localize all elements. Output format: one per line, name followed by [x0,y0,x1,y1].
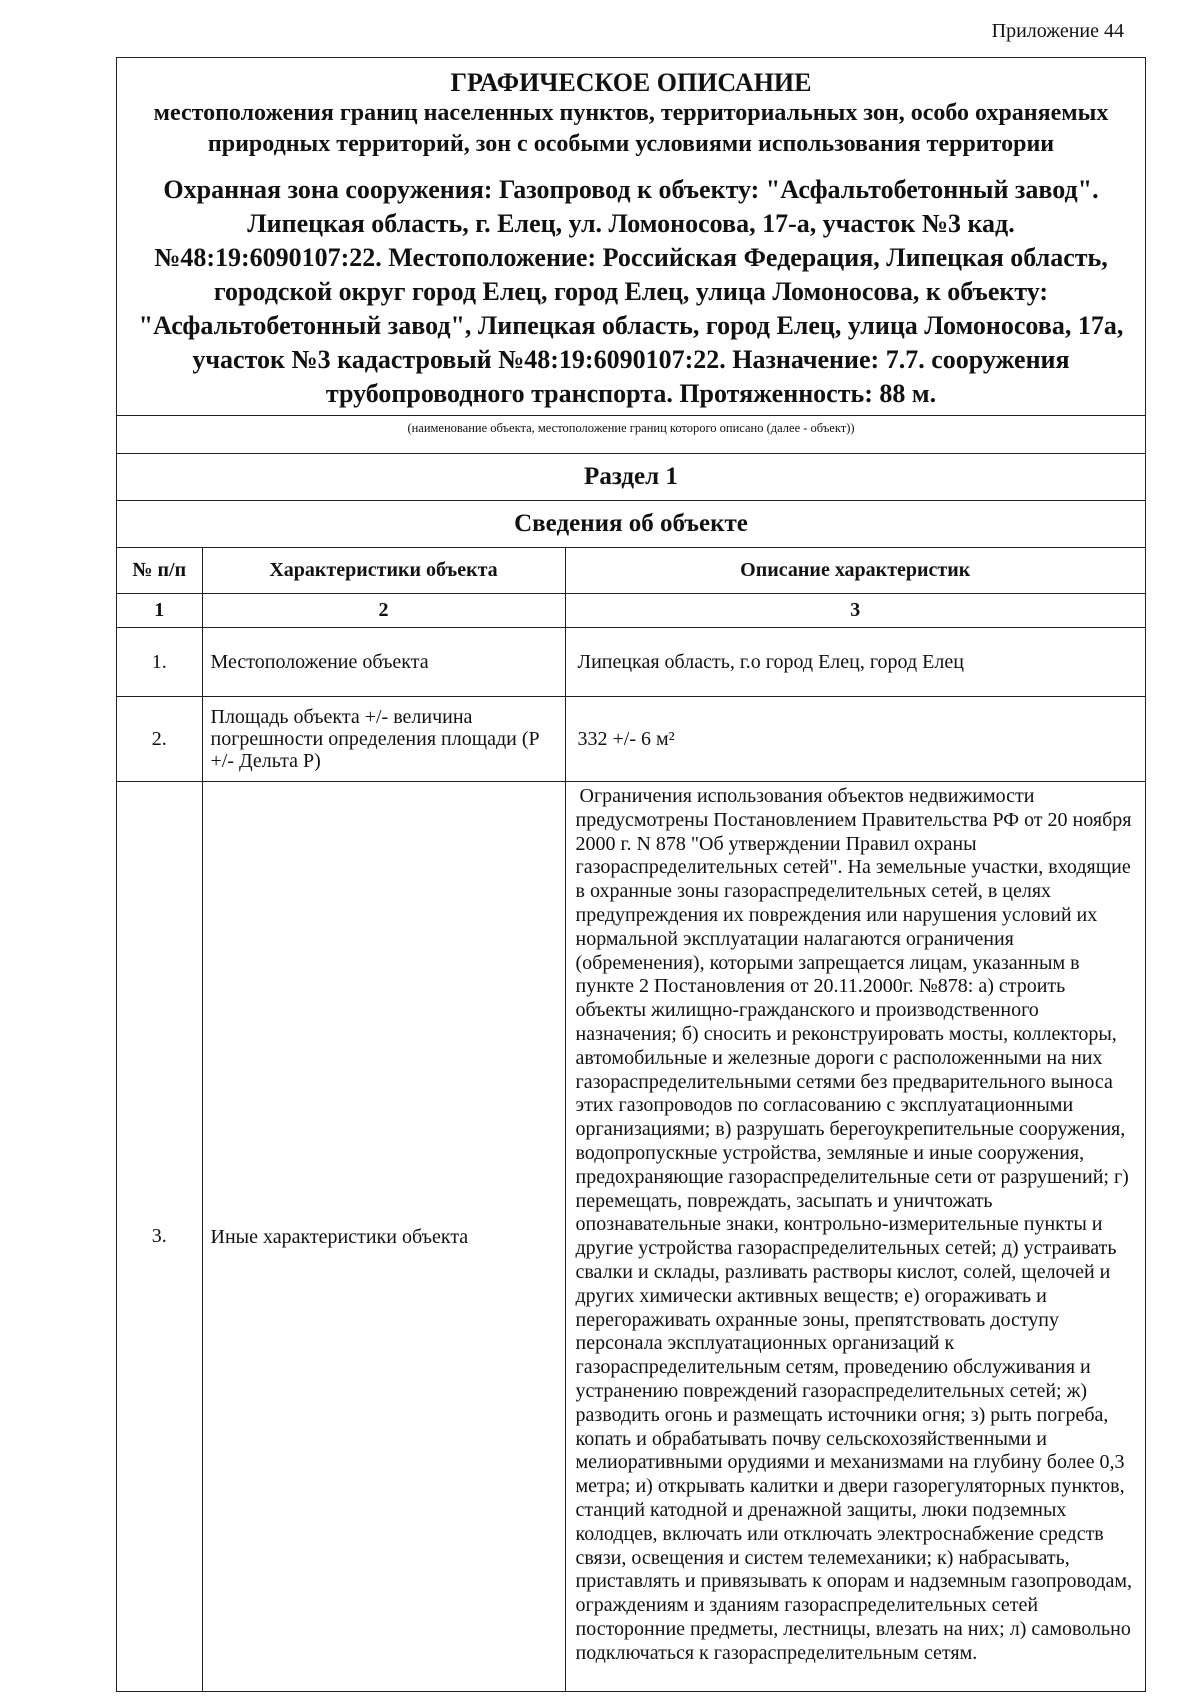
caption-row [117,415,1145,453]
section-subtitle: Сведения об объекте [117,500,1145,547]
header-description: Описание характеристик [565,548,1145,594]
object-info-table [117,547,1145,1691]
table-header-row [117,548,1145,594]
column-number: 2 [202,594,565,628]
row-description: Липецкая область, г.о город Елец, город Елец [565,628,1145,697]
table-row [117,628,1145,697]
table-row [117,782,1145,1692]
object-name: Охранная зона сооружения: Газопровод к объекту: "Асфальтобетонный завод". Липецкая область, г. Елец, ул. Ломоносова, 17-а, участок №3 кад. №48:19:6090107:22. Местоположение: Российская Федерация, Липецкая область, городской округ город Елец, город Елец, улица Ломоносова, к объекту: "Асфальтобетонный завод", Липецкая область, город Елец, улица Ломоносова, 17а, участок №3 кадастровый №48:19:6090107:22. Назначение: 7.7. сооружения трубопроводного транспорта. Протяженность: 88 м. [138,175,1124,408]
column-number-row [117,594,1145,628]
document-header [117,58,1145,411]
row-number: 1. [117,628,202,697]
row-characteristic: Площадь объекта +/- величина погрешности определения площади (P +/- Дельта P) [202,697,565,782]
appendix-label: Приложение 44 [991,20,1124,42]
column-number: 3 [565,594,1145,628]
document-title: ГРАФИЧЕСКОЕ ОПИСАНИЕ [450,68,812,97]
column-number: 1 [117,594,202,628]
row-characteristic: Местоположение объекта [202,628,565,697]
header-number: № п/п [117,548,202,594]
header-characteristic: Характеристики объекта [202,548,565,594]
row-description: 332 +/- 6 м² [565,697,1145,782]
object-caption: (наименование объекта, местоположение границ которого описано (далее - объект)) [407,421,855,435]
section-title: Раздел 1 [117,453,1145,500]
row-characteristic: Иные характеристики объекта [202,782,565,1692]
table-row [117,697,1145,782]
row-description: Ограничения использования объектов недвижимости предусмотрены Постановлением Правительства РФ от 20 ноября 2000 г. N 878 "Об утверждении Правил охраны газораспределительных сетей". На земельные участки, входящие в охранные зоны газораспределительных сетей, в целях предупреждения их повреждения или нарушения условий их нормальной эксплуатации налагаются ограничения (обременения), которыми запрещается лицам, указанным в пункте 2 Постановления от 20.11.2000г. №878: а) строить объекты жилищно-гражданского и производственного назначения; б) сносить и реконструировать мосты, коллекторы, автомобильные и железные дороги с расположенными на них газораспределительными сетями без предварительного выноса этих газопроводов по согласованию с эксплуатационными организациями; в) разрушать берегоукрепительные сооружения, водопропускные устройства, земляные и иные сооружения, предохраняющие газораспределительные сети от разрушений; г) перемещать, повреждать, засыпать и уничтожать опознавательные знаки, контрольно-измерительные пункты и другие устройства газораспределительных сетей; д) устраивать свалки и склады, разливать растворы кислот, солей, щелочей и других химически активных веществ; е) огораживать и перегораживать охранные зоны, препятствовать доступу персонала эксплуатационных организаций к газораспределительным сетям, проведению обслуживания и устранению повреждений газораспределительных сетей; ж) разводить огонь и размещать источники огня; з) рыть погреба, копать и обрабатывать почву сельскохозяйственными и мелиоративными орудиями и механизмами на глубину более 0,3 метра; и) открывать калитки и двери газорегуляторных пунктов, станций катодной и дренажной защиты, люки подземных колодцев, включать или отключать электроснабжение средств связи, освещения и систем телемеханики; к) набрасывать, приставлять и привязывать к опорам и надземным газопроводам, ограждениям и зданиям газораспределительных сетей посторонние предметы, лестницы, влезать на них; л) самовольно подключаться к газораспределительным сетям. [565,782,1145,1692]
row-number: 2. [117,697,202,782]
document-subtitle: местоположения границ населенных пунктов, территориальных зон, особо охраняемых природных территорий, зон с особыми условиями использования территории [153,100,1109,157]
document-frame [116,57,1146,1692]
row-number: 3. [117,782,202,1692]
